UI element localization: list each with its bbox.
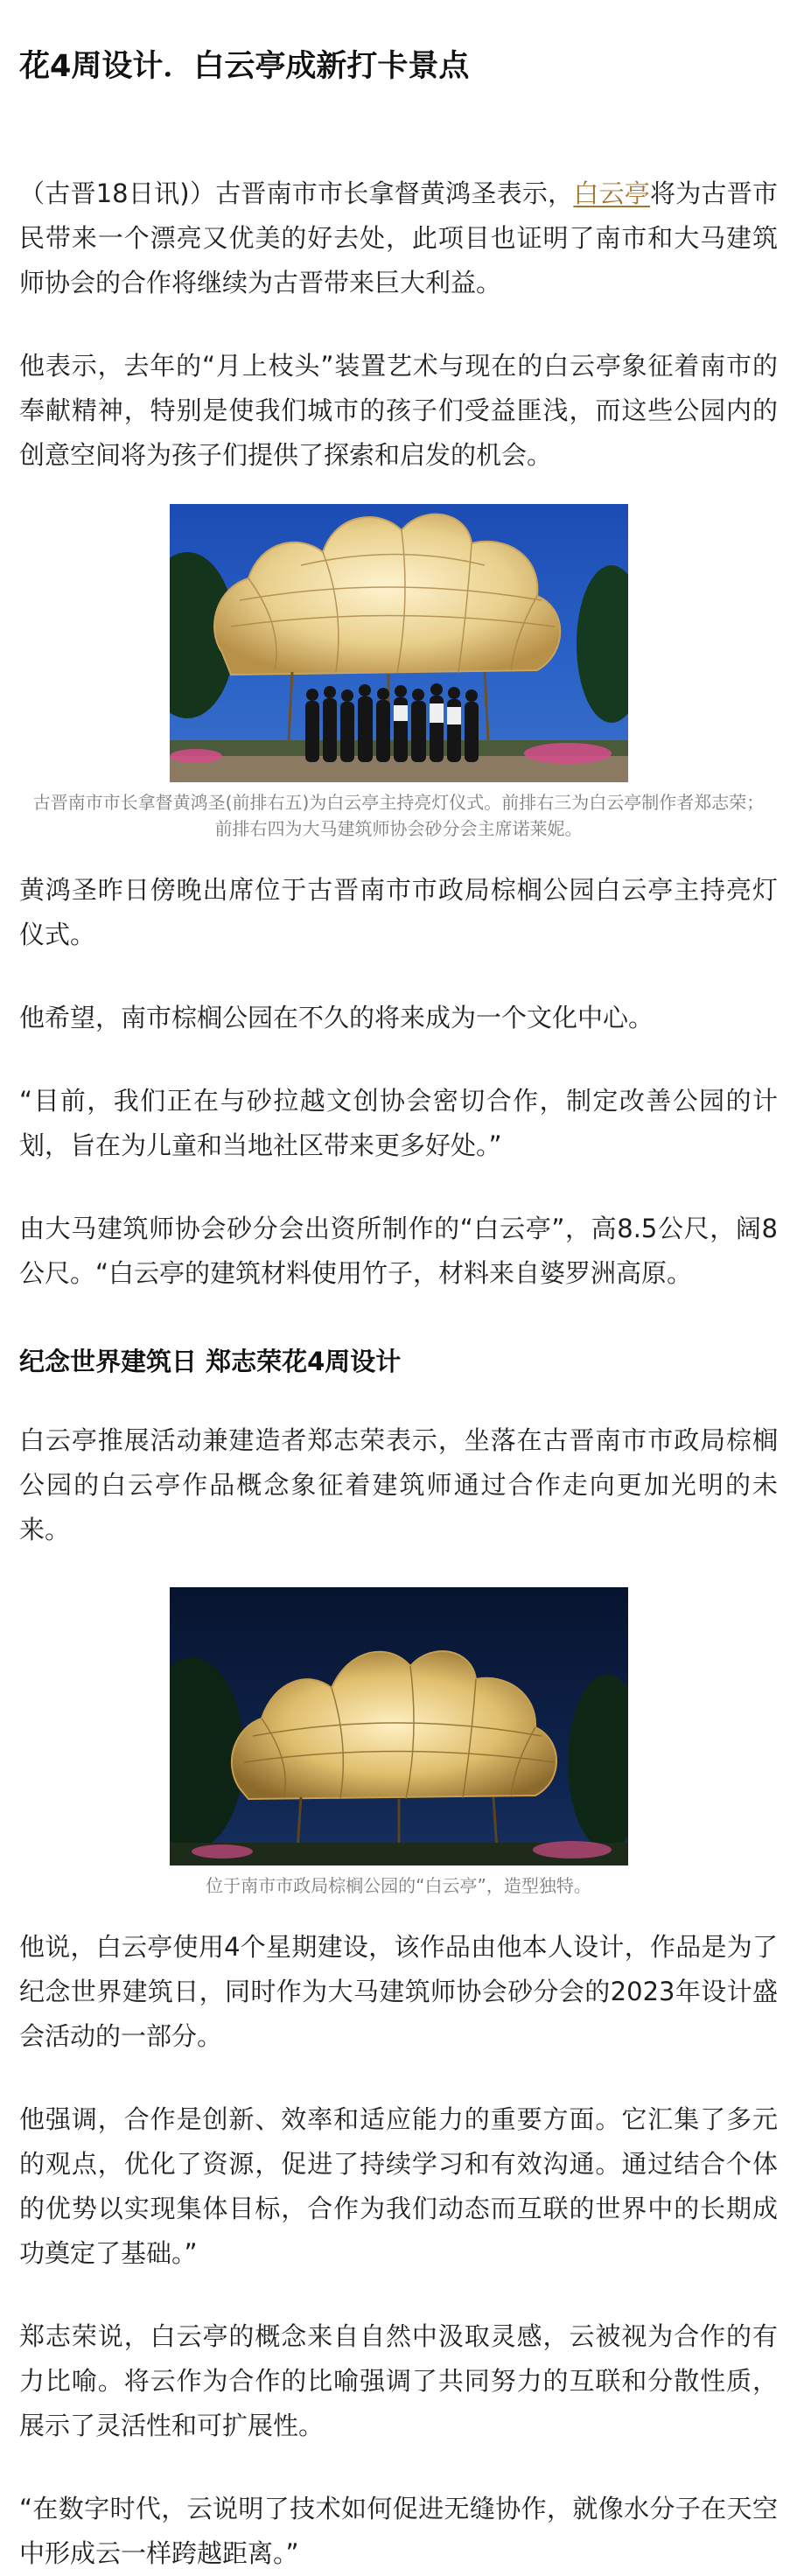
paragraph-2: 他表示，去年的“月上枝头”装置艺术与现在的白云亭象征着南市的奉献精神，特别是使我们城市的孩子们受益匪浅，而这些公园内的创意空间将为孩子们提供了探索和启发的机会。: [19, 351, 778, 470]
article-title: 花4周设计．白云亭成新打卡景点: [19, 49, 470, 84]
figure-1: [170, 504, 628, 782]
figure-2: [170, 1587, 628, 1866]
paragraph-4: 他希望，南市棕榈公园在不久的将来成为一个文化中心。: [19, 1003, 654, 1032]
paragraph-3: 黄鸿圣昨日傍晚出席位于古晋南市市政局棕榈公园白云亭主持亮灯仪式。: [19, 875, 778, 949]
paragraph-6: 由大马建筑师协会砂分会出资所制作的“白云亭”，高8.5公尺，阔8公尺。“白云亭的建筑材料使用竹子，材料来自婆罗洲高原。: [19, 1214, 778, 1288]
paragraph-9: 他强调，合作是创新、效率和适应能力的重要方面。它汇集了多元的观点，优化了资源，促进了持续学习和有效沟通。通过结合个体的优势以实现集体目标，合作为我们动态而互联的世界中的长期成功奠定了基础。”: [19, 2104, 778, 2268]
figure-1-caption: 古晋南市市长拿督黄鸿圣(前排右五)为白云亭主持亮灯仪式。前排右三为白云亭制作者郑志荣；前排右四为大马建筑师协会砂分会主席诺莱妮。: [32, 792, 765, 839]
paragraph-11: “在数字时代，云说明了技术如何促进无缝协作，就像水分子在天空中形成云一样跨越距离。”: [19, 2494, 778, 2568]
figure-2-caption: 位于南市市政局棕榈公园的“白云亭”，造型独特。: [206, 1875, 591, 1896]
section-subhead: 纪念世界建筑日 郑志荣花4周设计: [19, 1347, 402, 1376]
paragraph-7: 白云亭推展活动兼建造者郑志荣表示，坐落在古晋南市市政局棕榈公园的白云亭作品概念象征着建筑师通过合作走向更加光明的未来。: [19, 1425, 778, 1544]
paragraph-5: “目前，我们正在与砂拉越文创协会密切合作，制定改善公园的计划，旨在为儿童和当地社区带来更多好处。”: [19, 1086, 778, 1160]
pavilion-group-photo: [170, 504, 628, 782]
paragraph-10: 郑志荣说，白云亭的概念来自自然中汲取灵感，云被视为合作的有力比喻。将云作为合作的比喻强调了共同努力的互联和分散性质，展示了灵活性和可扩展性。: [19, 2321, 778, 2440]
baiyunting-link[interactable]: 白云亭: [573, 178, 651, 208]
paragraph-1: [19, 172, 778, 305]
paragraph-8: 他说，白云亭使用4个星期建设，该作品由他本人设计，作品是为了纪念世界建筑日，同时作为大马建筑师协会砂分会的2023年设计盛会活动的一部分。: [19, 1932, 778, 2051]
paragraph-1-prefix: （古晋18日讯)）古晋南市市长拿督黄鸿圣表示，: [19, 178, 574, 208]
pavilion-night-photo: [170, 1587, 628, 1866]
paragraph-1-suffix: 将为古晋市民带来一个漂亮又优美的好去处，此项目也证明了南市和大马建筑师协会的合作将继续为古晋带来巨大利益。: [19, 178, 778, 298]
